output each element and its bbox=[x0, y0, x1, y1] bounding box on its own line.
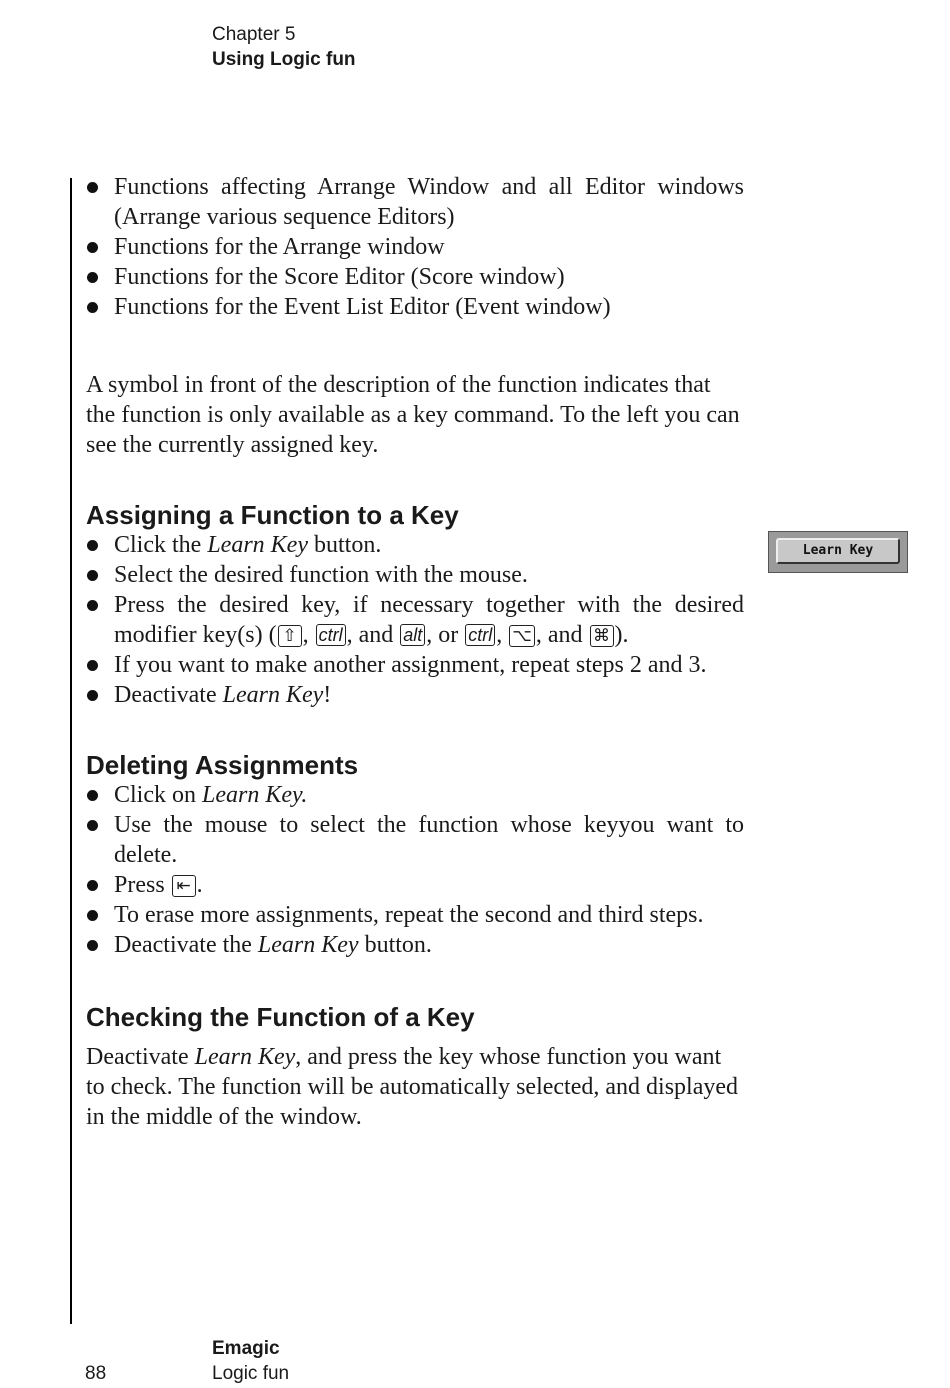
list-item: Functions for the Arrange window bbox=[86, 232, 744, 262]
running-header bbox=[212, 22, 356, 72]
footer-brand: Emagic bbox=[212, 1338, 280, 1359]
list-item: To erase more assignments, repeat the second and third steps. bbox=[86, 900, 744, 930]
list-item: Click on Learn Key. bbox=[86, 780, 744, 810]
chapter-label: Chapter 5 bbox=[212, 24, 296, 45]
list-item: Functions affecting Arrange Window and all Editor windows (Arrange various sequence Editors) bbox=[86, 172, 744, 232]
section-heading-delete: Deleting Assignments bbox=[86, 750, 359, 780]
section-heading-assign: Assigning a Function to a Key bbox=[86, 500, 459, 530]
option-key-icon: ⌥ bbox=[509, 625, 535, 647]
check-paragraph: Deactivate Learn Key, and press the key whose function you want to check. The function will be automatically selected, and displayed in the middle of the window. bbox=[86, 1044, 739, 1130]
intro-list bbox=[86, 172, 744, 322]
list-item: Functions for the Score Editor (Score window) bbox=[86, 262, 744, 292]
list-item: Use the mouse to select the function whose keyyou want to delete. bbox=[86, 810, 744, 870]
list-item: Deactivate the Learn Key button. bbox=[86, 930, 744, 960]
backspace-key-icon: ⇤ bbox=[172, 875, 196, 897]
learn-key-button-screenshot bbox=[768, 531, 908, 573]
page-number: 88 bbox=[85, 1363, 107, 1384]
list-item: Functions for the Event List Editor (Event window) bbox=[86, 292, 744, 322]
shift-key-icon: ⇧ bbox=[278, 625, 302, 647]
footer-product: Logic fun bbox=[212, 1363, 290, 1384]
running-footer bbox=[212, 1336, 289, 1386]
ctrl-key-icon: ctrl bbox=[316, 624, 346, 646]
list-item: Click the Learn Key button. bbox=[86, 530, 744, 560]
delete-steps bbox=[86, 780, 744, 960]
learn-key-button[interactable]: Learn Key bbox=[776, 538, 900, 564]
list-item: Deactivate Learn Key! bbox=[86, 680, 744, 710]
section-heading-check: Checking the Function of a Key bbox=[86, 1002, 475, 1032]
list-item: If you want to make another assignment, repeat steps 2 and 3. bbox=[86, 650, 744, 680]
ctrl-key-icon: ctrl bbox=[465, 624, 495, 646]
list-item: Press the desired key, if necessary together with the desired modifier key(s) ( ⇧ , ctrl , and alt , or ctrl , ⌥ , and ⌘ ). bbox=[86, 590, 744, 650]
list-item: Select the desired function with the mouse. bbox=[86, 560, 744, 590]
list-item: Press ⇤ . bbox=[86, 870, 744, 900]
margin-rule bbox=[70, 178, 72, 1324]
alt-key-icon: alt bbox=[400, 624, 425, 646]
chapter-title: Using Logic fun bbox=[212, 49, 356, 70]
assign-steps bbox=[86, 530, 744, 710]
command-key-icon: ⌘ bbox=[590, 625, 614, 647]
page-content bbox=[86, 172, 744, 1132]
intro-paragraph: A symbol in front of the description of the function indicates that the function is only available as a key command. To the left you can see the currently assigned key. bbox=[86, 372, 740, 458]
